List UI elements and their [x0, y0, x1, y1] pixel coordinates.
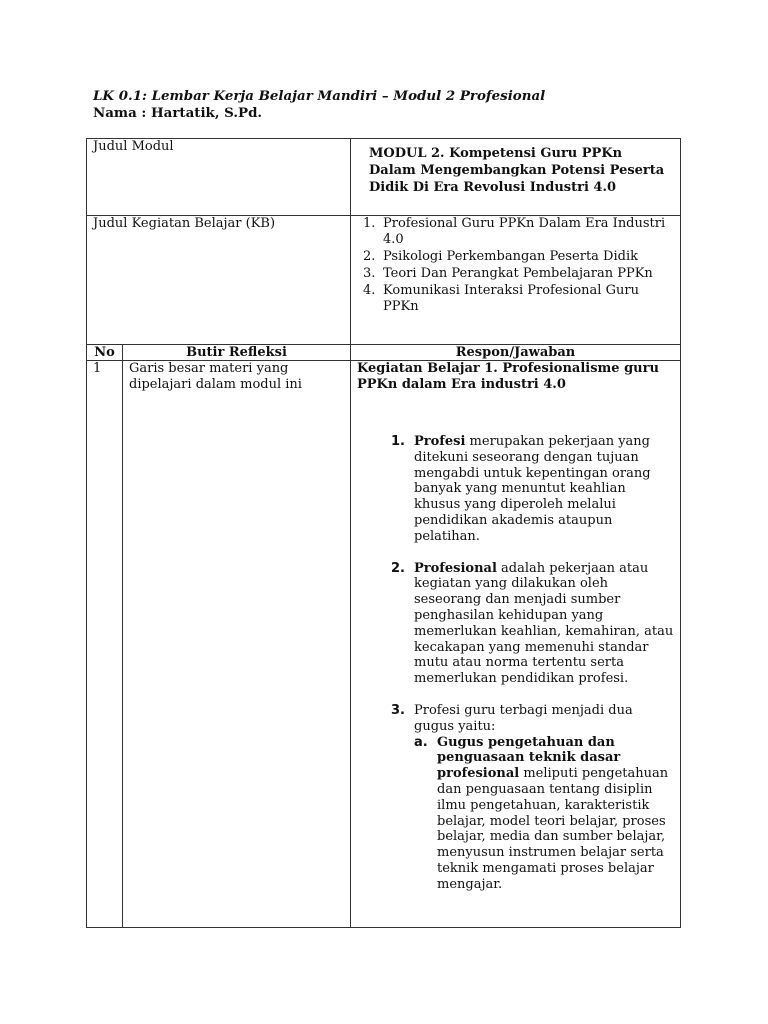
term: Profesional: [414, 560, 497, 576]
list-item: 1. Profesi merupakan pekerjaan yang ditekuni seseorang dengan tujuan mengabdi untuk kepentingan orang banyak yang menuntut keahlian khusus yang diperoleh melalui pendidikan akademis ataupun pelatihan.: [391, 434, 651, 544]
kb-list: [363, 216, 674, 315]
kb-list-item: 4. Komunikasi Interaksi Profesional Guru PPKn: [363, 283, 639, 314]
response-list: [357, 434, 674, 893]
list-item: 3. Profesi guru terbagi menjadi dua gugus yaitu: a. Gugus pengetahuan dan penguasaan teknik dasar profesional meliputi pengetahuan dan penguasaan tentang disiplin ilmu pengetahuan, karakteristik belajar, model teori belajar, proses belajar, media dan sumber belajar, menyusun instrumen belajar serta teknik mengamati proses belajar mengajar.: [414, 703, 674, 893]
worksheet-title: LK 0.1: Lembar Kerja Belajar Mandiri – Modul 2 Profesional: [93, 88, 546, 104]
kb-list-item: 2. Psikologi Perkembangan Peserta Didik: [363, 249, 638, 264]
table-row: [87, 361, 681, 928]
column-header-respon: Respon/Jawaban: [351, 345, 681, 361]
kb-title-label: Judul Kegiatan Belajar (KB): [87, 216, 351, 345]
column-header-butir: Butir Refleksi: [123, 345, 351, 361]
reflection-item: Garis besar materi yang dipelajari dalam modul ini: [123, 361, 351, 928]
term: Gugus pengetahuan dan penguasaan teknik dasar profesional: [437, 734, 621, 782]
sub-list: [414, 735, 674, 893]
sub-list-item: a. Gugus pengetahuan dan penguasaan teknik dasar profesional meliputi pengetahuan dan penguasaan tentang disiplin ilmu pengetahuan, karakteristik belajar, model teori belajar, proses belajar, media dan sumber belajar, menyusun instrumen belajar serta teknik mengamati proses belajar mengajar.: [414, 734, 669, 892]
term: Profesi: [414, 434, 466, 449]
list-item: 2. Profesional adalah pekerjaan atau kegiatan yang dilakukan oleh seseorang dan menjadi sumber penghasilan kehidupan yang memerlukan keahlian, kemahiran, atau kecakapan yang memenuhi standar mutu atau norma tertentu serta memerlukan pendidikan profesi.: [391, 560, 674, 687]
module-title-row: [87, 139, 681, 216]
document-heading: [93, 88, 545, 122]
module-title-label: Judul Modul: [87, 139, 351, 216]
author-name: Nama : Hartatik, S.Pd.: [93, 105, 263, 121]
response-cell: [351, 361, 681, 928]
column-header-no: No: [87, 345, 123, 361]
kb-list-item: 1. Profesional Guru PPKn Dalam Era Industri 4.0: [363, 216, 666, 247]
kb1-title: Kegiatan Belajar 1. Profesionalisme guru PPKn dalam Era industri 4.0: [357, 361, 659, 392]
worksheet-table: [86, 138, 681, 928]
table-header-row: [87, 345, 681, 361]
kb-list-item: 3. Teori Dan Perangkat Pembelajaran PPKn: [363, 266, 653, 281]
row-number: 1: [87, 361, 123, 928]
kb-title-row: [87, 216, 681, 345]
module-title-value: MODUL 2. Kompetensi Guru PPKn Dalam Mengembangkan Potensi Peserta Didik Di Era Revolusi Industri 4.0: [351, 139, 681, 216]
kb-title-list-cell: [351, 216, 681, 345]
